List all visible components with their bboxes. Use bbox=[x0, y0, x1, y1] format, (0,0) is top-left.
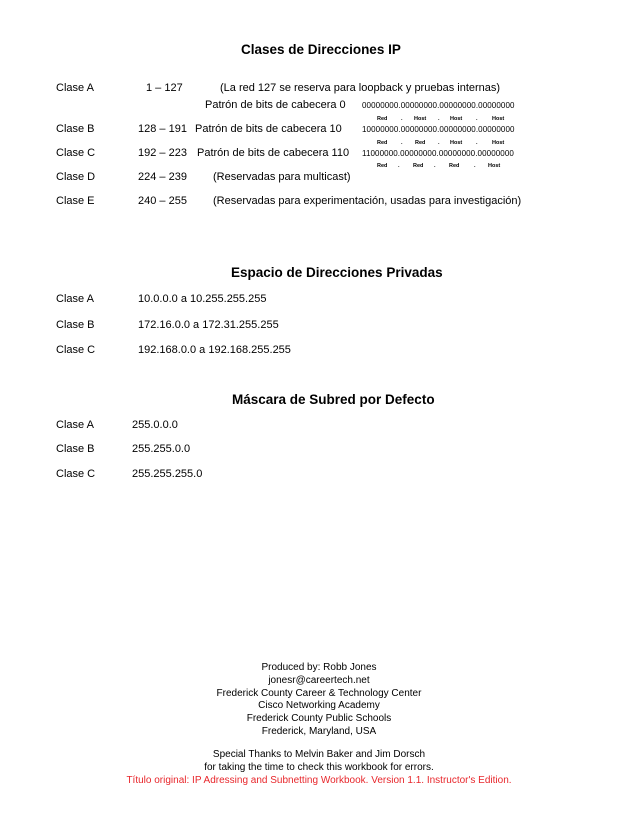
class-b-bits: 10000000.00000000.00000000.00000000 bbox=[362, 125, 515, 134]
thanks-line-2: for taking the time to check this workbook for errors. bbox=[204, 761, 434, 773]
mask-class-a-value: 255.0.0.0 bbox=[132, 419, 178, 431]
class-b-octet-sep-3: . bbox=[476, 140, 478, 146]
class-c-octet-label-4: Host bbox=[488, 163, 501, 169]
credits-schools: Frederick County Public Schools bbox=[246, 713, 392, 725]
credits-center: Frederick County Career & Technology Center bbox=[216, 687, 422, 699]
class-e-range: 240 – 255 bbox=[138, 195, 187, 207]
class-b-range: 128 – 191 bbox=[138, 123, 187, 135]
private-class-c-label: Clase C bbox=[56, 344, 96, 356]
class-a-bits: 00000000.00000000.00000000.00000000 bbox=[362, 101, 515, 110]
class-b-octet-label-1: Red bbox=[377, 140, 388, 146]
class-a-label: Clase A bbox=[56, 82, 94, 94]
class-d-label: Clase D bbox=[56, 171, 96, 183]
mask-class-b-label: Clase B bbox=[56, 443, 95, 455]
class-a-octet-label-1: Red bbox=[377, 116, 388, 122]
mask-class-c-label: Clase C bbox=[56, 468, 96, 480]
class-c-octet-label-3: Red bbox=[449, 163, 460, 169]
class-c-octet-sep-3: . bbox=[474, 163, 476, 169]
credits-producer: Produced by: Robb Jones bbox=[261, 662, 377, 673]
classes-section-title: Clases de Direcciones IP bbox=[241, 42, 401, 57]
mask-section-title: Máscara de Subred por Defecto bbox=[232, 392, 435, 407]
class-c-octet-label-1: Red bbox=[377, 163, 388, 169]
class-a-octet-label-2: Host bbox=[414, 116, 427, 122]
class-c-octet-sep-2: . bbox=[434, 163, 436, 169]
class-b-label: Clase B bbox=[56, 123, 95, 135]
private-class-a-label: Clase A bbox=[56, 293, 94, 305]
private-class-b-label: Clase B bbox=[56, 319, 95, 331]
class-a-octet-sep-1: . bbox=[401, 116, 403, 122]
private-section-title: Espacio de Direcciones Privadas bbox=[231, 265, 443, 280]
class-c-range: 192 – 223 bbox=[138, 147, 187, 159]
class-a-octet-sep-2: . bbox=[438, 116, 440, 122]
class-c-octet-sep-1: . bbox=[398, 163, 400, 169]
class-e-note: (Reservadas para experimentación, usadas para investigación) bbox=[213, 195, 522, 207]
class-a-octet-label-4: Host bbox=[492, 116, 505, 122]
mask-class-a-label: Clase A bbox=[56, 419, 94, 431]
credits-academy: Cisco Networking Academy bbox=[258, 700, 380, 712]
class-c-octet-label-2: Red bbox=[413, 163, 424, 169]
original-title: Título original: IP Adressing and Subnetting Workbook. Version 1.1. Instructor's Edition. bbox=[126, 774, 512, 786]
credits-email: jonesr@careertech.net bbox=[268, 674, 370, 686]
thanks-block bbox=[0, 749, 638, 787]
class-e-label: Clase E bbox=[56, 195, 95, 207]
class-b-octet-sep-1: . bbox=[401, 140, 403, 146]
class-a-octet-sep-3: . bbox=[476, 116, 478, 122]
class-b-pattern: Patrón de bits de cabecera 10 bbox=[195, 123, 342, 135]
thanks-line-1: Special Thanks to Melvin Baker and Jim Dorsch bbox=[212, 749, 426, 760]
mask-class-c-value: 255.255.255.0 bbox=[132, 468, 203, 480]
class-b-octet-label-4: Host bbox=[492, 140, 505, 146]
class-d-range: 224 – 239 bbox=[138, 171, 187, 183]
class-b-octet-label-3: Host bbox=[450, 140, 463, 146]
class-a-pattern: Patrón de bits de cabecera 0 bbox=[205, 99, 346, 111]
class-c-bits: 11000000.00000000.00000000.00000000 bbox=[362, 149, 514, 158]
private-class-b-range: 172.16.0.0 a 172.31.255.255 bbox=[138, 319, 279, 331]
class-b-octet-sep-2: . bbox=[438, 140, 440, 146]
class-a-note: (La red 127 se reserva para loopback y pruebas internas) bbox=[220, 82, 501, 94]
class-c-label: Clase C bbox=[56, 147, 96, 159]
credits-location: Frederick, Maryland, USA bbox=[261, 725, 377, 737]
class-a-octet-label-3: Host bbox=[450, 116, 463, 122]
mask-class-b-value: 255.255.0.0 bbox=[132, 443, 191, 455]
credits-block bbox=[0, 662, 638, 739]
private-class-a-range: 10.0.0.0 a 10.255.255.255 bbox=[138, 293, 267, 305]
class-b-octet-label-2: Red bbox=[415, 140, 426, 146]
class-c-pattern: Patrón de bits de cabecera 110 bbox=[197, 147, 350, 159]
class-d-note: (Reservadas para multicast) bbox=[213, 171, 351, 183]
private-class-c-range: 192.168.0.0 a 192.168.255.255 bbox=[138, 344, 291, 356]
class-a-range: 1 – 127 bbox=[146, 82, 183, 94]
